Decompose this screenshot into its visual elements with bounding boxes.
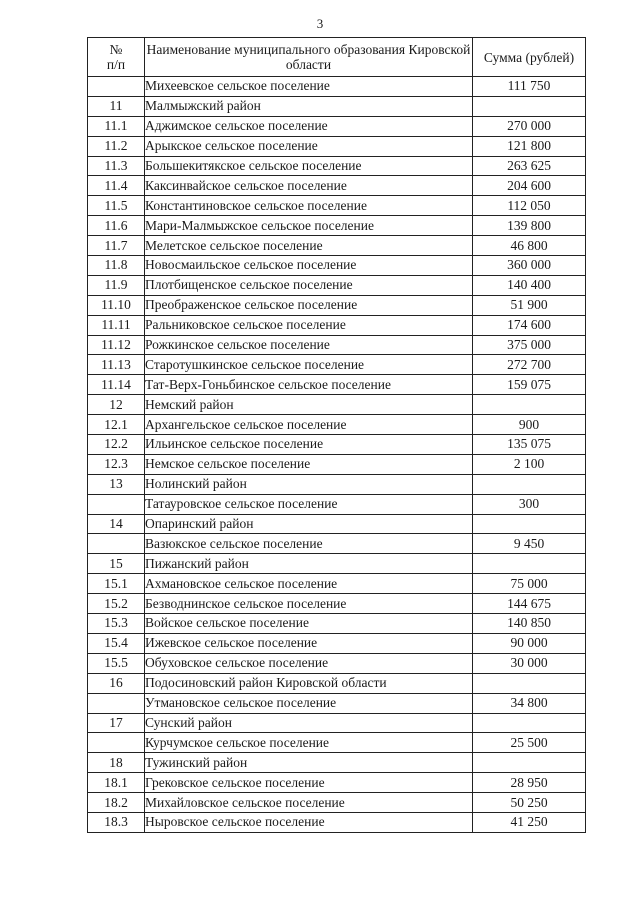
row-sum: 270 000: [473, 116, 586, 136]
row-name: Пижанский район: [145, 554, 473, 574]
row-number: 15: [88, 554, 145, 574]
row-number: 11.5: [88, 196, 145, 216]
table-row: [88, 96, 586, 116]
table-row: [88, 256, 586, 276]
row-name: Сунский район: [145, 713, 473, 733]
row-name: Михайловское сельское поселение: [145, 793, 473, 813]
row-name: Плотбищенское сельское поселение: [145, 275, 473, 295]
table-row: [88, 415, 586, 435]
row-number: 11.6: [88, 216, 145, 236]
row-number: 11.12: [88, 335, 145, 355]
row-sum: 121 800: [473, 136, 586, 156]
table-row: [88, 614, 586, 634]
table-row: [88, 812, 586, 832]
row-number: 16: [88, 673, 145, 693]
row-sum: 900: [473, 415, 586, 435]
row-sum: 159 075: [473, 375, 586, 395]
row-number: 18.3: [88, 812, 145, 832]
row-number: 12: [88, 395, 145, 415]
row-sum: [473, 673, 586, 693]
row-number: [88, 733, 145, 753]
table-row: [88, 315, 586, 335]
row-name: Новосмаильское сельское поселение: [145, 256, 473, 276]
row-sum: 204 600: [473, 176, 586, 196]
row-name: Немское сельское поселение: [145, 454, 473, 474]
table-row: [88, 275, 586, 295]
row-sum: [473, 713, 586, 733]
row-number: 12.2: [88, 435, 145, 455]
row-sum: 139 800: [473, 216, 586, 236]
row-number: 12.3: [88, 454, 145, 474]
row-number: 15.2: [88, 594, 145, 614]
table-row: [88, 395, 586, 415]
row-sum: [473, 554, 586, 574]
row-name: Обуховское сельское поселение: [145, 653, 473, 673]
table-row: [88, 574, 586, 594]
row-number: 15.3: [88, 614, 145, 634]
row-sum: 30 000: [473, 653, 586, 673]
row-sum: 263 625: [473, 156, 586, 176]
header-number: № п/п: [88, 38, 145, 77]
row-name: Тат-Верх-Гоньбинское сельское поселение: [145, 375, 473, 395]
row-sum: 112 050: [473, 196, 586, 216]
table-row: [88, 474, 586, 494]
header-sum: Сумма (рублей): [473, 38, 586, 77]
row-sum: 140 850: [473, 614, 586, 634]
row-number: 11.7: [88, 236, 145, 256]
row-name: Утмановское сельское поселение: [145, 693, 473, 713]
row-sum: 144 675: [473, 594, 586, 614]
row-number: 18: [88, 753, 145, 773]
allocation-table: [87, 37, 586, 833]
row-sum: 375 000: [473, 335, 586, 355]
row-name: Михеевское сельское поселение: [145, 77, 473, 97]
row-number: 11.4: [88, 176, 145, 196]
row-name: Преображенское сельское поселение: [145, 295, 473, 315]
row-number: 18.1: [88, 773, 145, 793]
row-sum: 51 900: [473, 295, 586, 315]
row-sum: 25 500: [473, 733, 586, 753]
table-row: [88, 454, 586, 474]
row-sum: 140 400: [473, 275, 586, 295]
row-name: Нолинский район: [145, 474, 473, 494]
row-sum: 90 000: [473, 633, 586, 653]
row-number: 15.5: [88, 653, 145, 673]
row-number: 12.1: [88, 415, 145, 435]
row-sum: 2 100: [473, 454, 586, 474]
row-sum: 272 700: [473, 355, 586, 375]
row-name: Немский район: [145, 395, 473, 415]
row-number: 11: [88, 96, 145, 116]
table-row: [88, 216, 586, 236]
row-name: Арыкское сельское поселение: [145, 136, 473, 156]
row-number: [88, 534, 145, 554]
row-name: Ильинское сельское поселение: [145, 435, 473, 455]
row-number: 11.1: [88, 116, 145, 136]
table-row: [88, 793, 586, 813]
row-name: Ижевское сельское поселение: [145, 633, 473, 653]
table-row: [88, 653, 586, 673]
row-sum: 360 000: [473, 256, 586, 276]
table-row: [88, 594, 586, 614]
table-row: [88, 534, 586, 554]
row-number: 11.9: [88, 275, 145, 295]
row-name: Мелетское сельское поселение: [145, 236, 473, 256]
table-row: [88, 196, 586, 216]
table-row: [88, 514, 586, 534]
page-number: 3: [316, 16, 324, 31]
table-row: [88, 116, 586, 136]
row-sum: 135 075: [473, 435, 586, 455]
row-name: Ахмановское сельское поселение: [145, 574, 473, 594]
row-name: Аджимское сельское поселение: [145, 116, 473, 136]
table-row: [88, 295, 586, 315]
row-name: Старотушкинское сельское поселение: [145, 355, 473, 375]
row-number: 15.4: [88, 633, 145, 653]
row-sum: [473, 96, 586, 116]
row-name: Малмыжский район: [145, 96, 473, 116]
row-number: 11.3: [88, 156, 145, 176]
row-name: Большекитякское сельское поселение: [145, 156, 473, 176]
row-name: Татауровское сельское поселение: [145, 494, 473, 514]
row-name: Тужинский район: [145, 753, 473, 773]
table-row: [88, 753, 586, 773]
row-name: Ныровское сельское поселение: [145, 812, 473, 832]
row-sum: 41 250: [473, 812, 586, 832]
row-name: Курчумское сельское поселение: [145, 733, 473, 753]
row-number: 13: [88, 474, 145, 494]
row-sum: [473, 474, 586, 494]
table-row: [88, 673, 586, 693]
row-name: Архангельское сельское поселение: [145, 415, 473, 435]
row-sum: [473, 753, 586, 773]
row-number: 11.11: [88, 315, 145, 335]
table-body: [88, 77, 586, 833]
table-row: [88, 156, 586, 176]
row-sum: [473, 395, 586, 415]
table-row: [88, 733, 586, 753]
row-sum: 111 750: [473, 77, 586, 97]
row-name: Ральниковское сельское поселение: [145, 315, 473, 335]
row-sum: [473, 514, 586, 534]
row-number: 11.8: [88, 256, 145, 276]
row-name: Войское сельское поселение: [145, 614, 473, 634]
row-name: Грековское сельское поселение: [145, 773, 473, 793]
row-number: [88, 77, 145, 97]
row-number: 11.10: [88, 295, 145, 315]
row-name: Мари-Малмыжское сельское поселение: [145, 216, 473, 236]
row-sum: 300: [473, 494, 586, 514]
row-name: Константиновское сельское поселение: [145, 196, 473, 216]
row-number: 11.2: [88, 136, 145, 156]
row-name: Вазюкское сельское поселение: [145, 534, 473, 554]
row-number: 17: [88, 713, 145, 733]
row-name: Безводнинское сельское поселение: [145, 594, 473, 614]
row-sum: 34 800: [473, 693, 586, 713]
table-header-row: [88, 38, 586, 77]
row-sum: 9 450: [473, 534, 586, 554]
row-sum: 28 950: [473, 773, 586, 793]
row-sum: 46 800: [473, 236, 586, 256]
table-row: [88, 136, 586, 156]
table-row: [88, 335, 586, 355]
row-name: Подосиновский район Кировской области: [145, 673, 473, 693]
row-name: Опаринский район: [145, 514, 473, 534]
header-name: Наименование муниципального образования Кировской области: [145, 38, 473, 77]
row-number: [88, 693, 145, 713]
table-row: [88, 773, 586, 793]
table-row: [88, 375, 586, 395]
table-row: [88, 713, 586, 733]
row-number: 14: [88, 514, 145, 534]
table-row: [88, 236, 586, 256]
row-name: Рожкинское сельское поселение: [145, 335, 473, 355]
row-name: Каксинвайское сельское поселение: [145, 176, 473, 196]
row-number: 18.2: [88, 793, 145, 813]
table-row: [88, 494, 586, 514]
row-number: 15.1: [88, 574, 145, 594]
table-row: [88, 435, 586, 455]
table-row: [88, 176, 586, 196]
row-sum: 50 250: [473, 793, 586, 813]
row-number: [88, 494, 145, 514]
table-row: [88, 693, 586, 713]
row-number: 11.14: [88, 375, 145, 395]
row-sum: 75 000: [473, 574, 586, 594]
table-row: [88, 355, 586, 375]
table-row: [88, 77, 586, 97]
table-row: [88, 633, 586, 653]
row-number: 11.13: [88, 355, 145, 375]
row-sum: 174 600: [473, 315, 586, 335]
table-row: [88, 554, 586, 574]
